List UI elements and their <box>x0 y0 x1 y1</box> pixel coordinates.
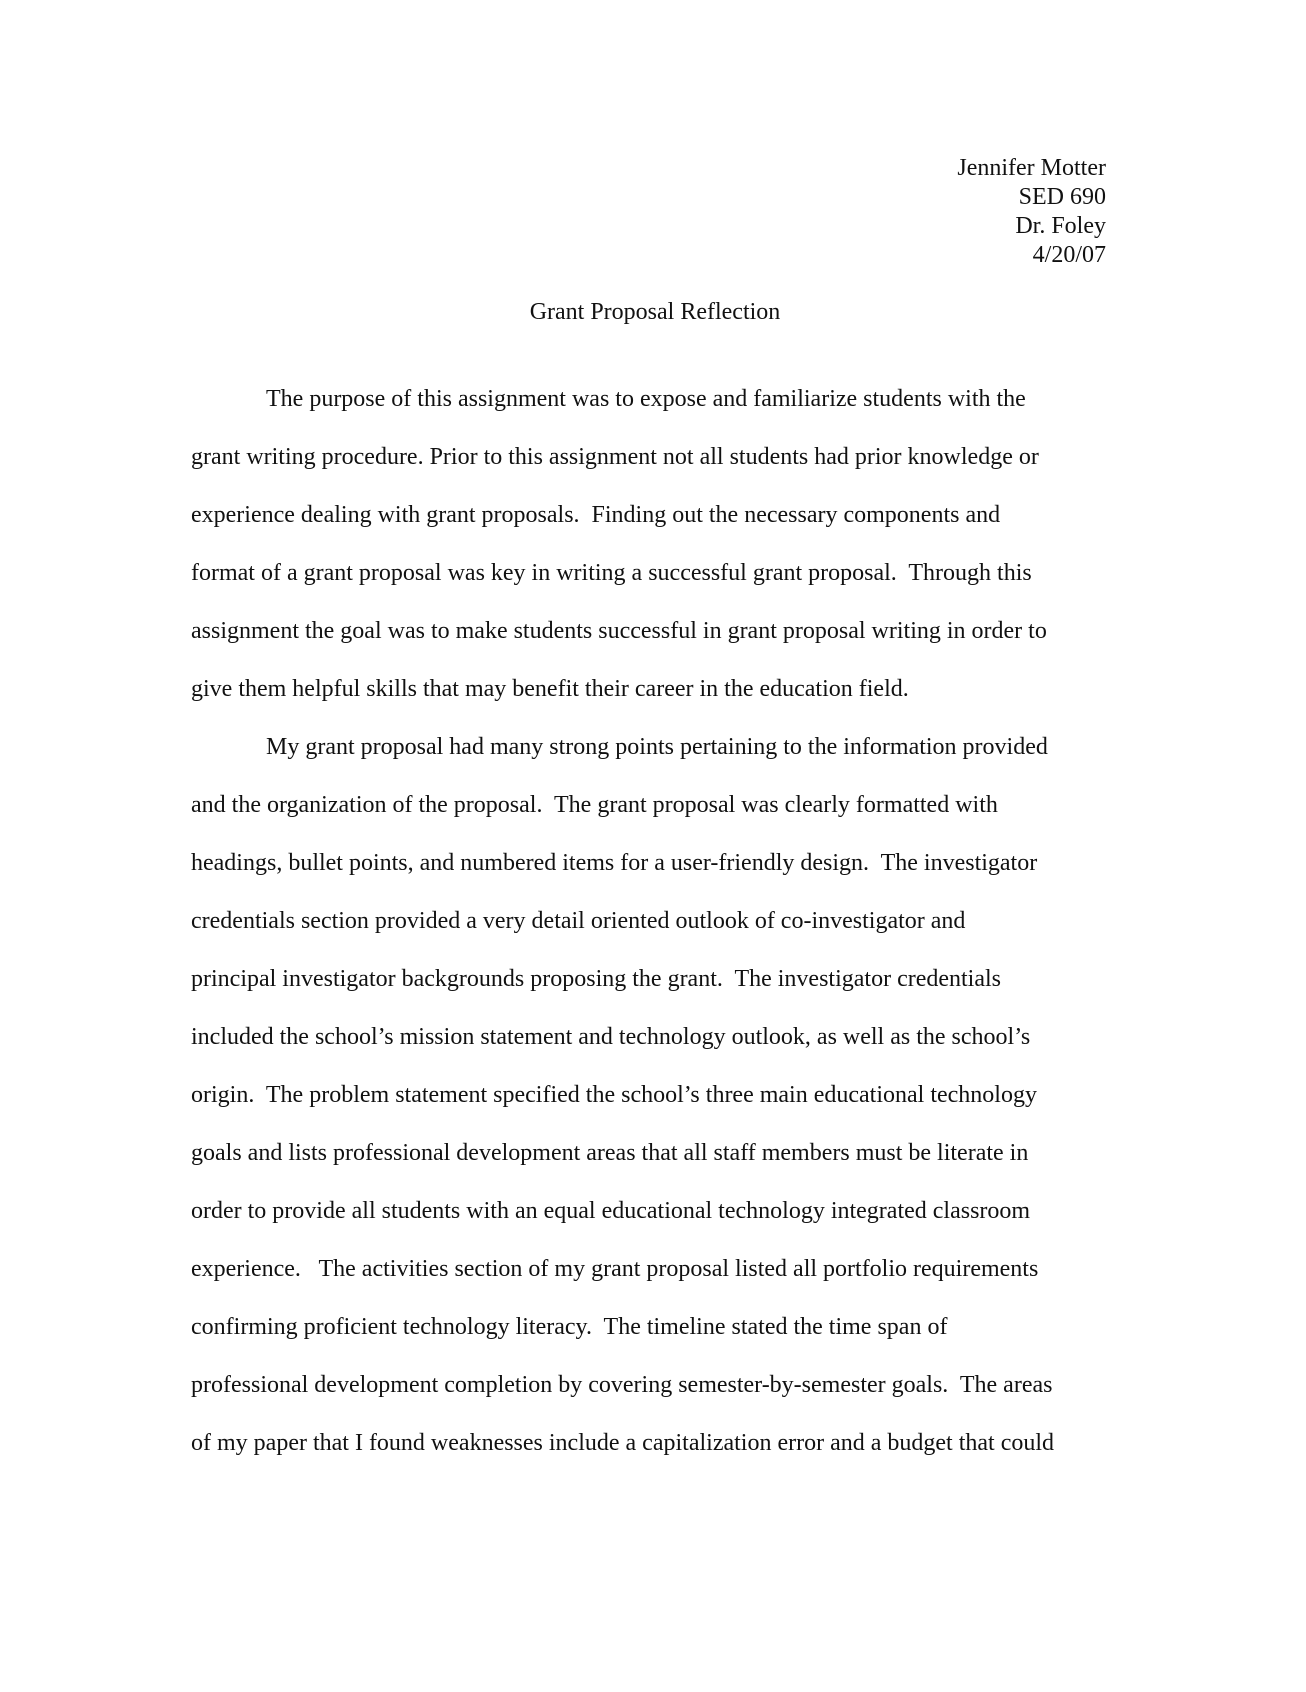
paragraph-2-line-1: My grant proposal had many strong points pertaining to the information provided <box>266 734 1048 760</box>
document-date: 4/20/07 <box>1032 242 1106 268</box>
paragraph-2-line-8: goals and lists professional development areas that all staff members must be literate in <box>191 1140 1029 1166</box>
paragraph-2-line-10: experience. The activities section of my grant proposal listed all portfolio requirements <box>191 1256 1039 1282</box>
paragraph-1-line-5: assignment the goal was to make students successful in grant proposal writing in order to <box>191 618 1047 644</box>
paragraph-2-line-2: and the organization of the proposal. The grant proposal was clearly formatted with <box>191 792 998 818</box>
paragraph-2-line-6: included the school’s mission statement and technology outlook, as well as the school’s <box>191 1024 1031 1050</box>
header-block <box>900 154 1106 270</box>
paragraph-1-line-6: give them helpful skills that may benefit their career in the education field. <box>191 676 909 702</box>
paragraph-2-line-9: order to provide all students with an equal educational technology integrated classroom <box>191 1198 1031 1224</box>
paragraph-2-line-3: headings, bullet points, and numbered items for a user-friendly design. The investigator <box>191 850 1038 876</box>
course-code: SED 690 <box>1018 184 1106 210</box>
paragraph-2-line-5: principal investigator backgrounds proposing the grant. The investigator credentials <box>191 966 1002 992</box>
paragraph-2-line-11: confirming proficient technology literacy. The timeline stated the time span of <box>191 1314 948 1340</box>
paragraph-2-line-4: credentials section provided a very detail oriented outlook of co-investigator and <box>191 908 966 934</box>
paragraph-2-line-7: origin. The problem statement specified the school’s three main educational technology <box>191 1082 1037 1108</box>
paragraph-2-line-13: of my paper that I found weaknesses include a capitalization error and a budget that could <box>191 1430 1055 1456</box>
instructor-name: Dr. Foley <box>1015 213 1106 239</box>
author-name: Jennifer Motter <box>957 155 1106 181</box>
paragraph-1-line-1: The purpose of this assignment was to expose and familiarize students with the <box>266 386 1026 412</box>
paragraph-1-line-2: grant writing procedure. Prior to this assignment not all students had prior knowledge or <box>191 444 1039 470</box>
document-title: Grant Proposal Reflection <box>529 299 781 325</box>
paragraph-1-line-4: format of a grant proposal was key in writing a successful grant proposal. Through this <box>191 560 1032 586</box>
paragraph-1-line-3: experience dealing with grant proposals. Finding out the necessary components and <box>191 502 1001 528</box>
paragraph-2-line-12: professional development completion by covering semester-by-semester goals. The areas <box>191 1372 1053 1398</box>
